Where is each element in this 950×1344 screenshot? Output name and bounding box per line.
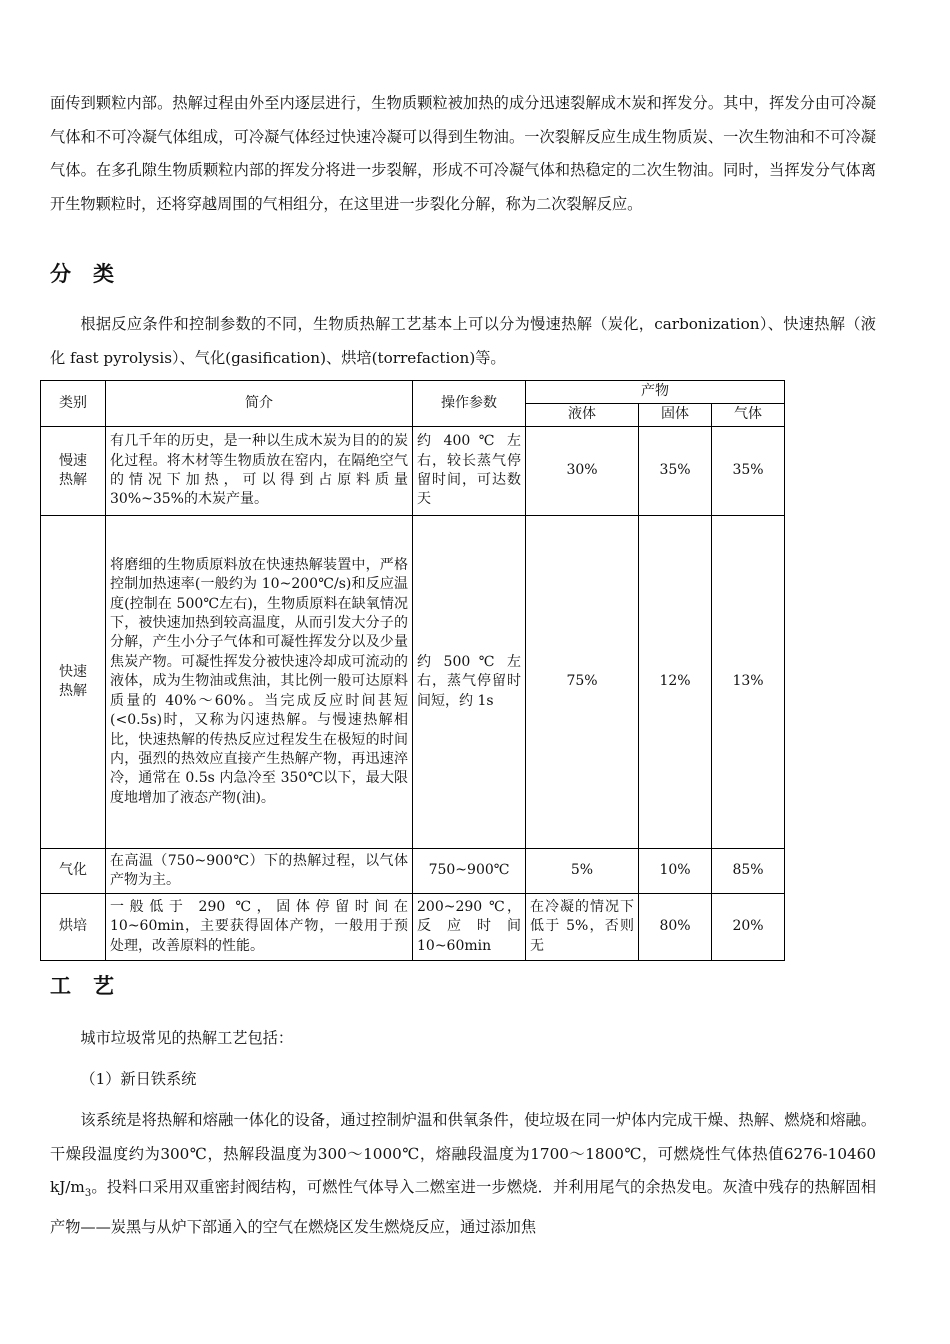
row-gas: 13% [712, 516, 785, 849]
process-item-1: （1）新日铁系统 [80, 1070, 197, 1088]
table-row [41, 849, 785, 894]
row-liquid: 5% [526, 849, 639, 894]
row-gas: 20% [712, 894, 785, 961]
row-params: 约 500 ℃ 左右，蒸气停留时间短，约 1s [413, 516, 526, 849]
table-row [41, 427, 785, 516]
row-solid: 10% [639, 849, 712, 894]
row-solid: 35% [639, 427, 712, 516]
row-category: 烘培 [41, 894, 106, 961]
row-liquid: 30% [526, 427, 639, 516]
row-liquid: 75% [526, 516, 639, 849]
process-paragraph-part1: 该系统是将热解和熔融一体化的设备，通过控制炉温和供氧条件，使垃圾在同一炉体内完成干燥、热解、燃烧和熔融。干燥段温度约为300℃，热解段温度为300～1000℃，熔融段温度为1700～1800℃，可燃烧性气体热值6276-10460 kJ/m [50, 1111, 876, 1197]
unit-subscript: 3 [84, 1188, 92, 1200]
row-category [41, 427, 106, 516]
header-intro: 简介 [106, 381, 413, 427]
pyrolysis-types-table [40, 380, 785, 961]
row-params: 约 400 ℃ 左右，较长蒸气停留时间，可达数天 [413, 427, 526, 516]
row-solid: 80% [639, 894, 712, 961]
section-heading-classification: 分类 [50, 262, 136, 286]
process-intro: 城市垃圾常见的热解工艺包括： [80, 1029, 294, 1047]
row-intro: 有几千年的历史，是一种以生成木炭为目的的炭化过程。将木材等生物质放在窑内，在隔绝空气的情况下加热，可以得到占原料质量 30%~35%的木炭产量。 [106, 427, 413, 516]
row-params: 750~900℃ [413, 849, 526, 894]
row-intro: 在高温（750~900℃）下的热解过程，以气体产物为主。 [106, 849, 413, 894]
header-solid: 固体 [639, 404, 712, 427]
header-gas: 气体 [712, 404, 785, 427]
row-intro: 将磨细的生物质原料放在快速热解装置中，严格控制加热速率(一般约为 10~200℃/s)和反应温度(控制在 500℃左右)，生物质原料在缺氧情况下，被快速加热到较高温度，从而引发大分子的分解，产生小分子气体和可凝性挥发分以及少量焦炭产物。可凝性挥发分被快速冷却成可流动的液体，成为生物油或焦油，其比例一般可达原料质量的 40%～60%。当完成反应时间甚短(<0.5s)时，又称为闪速热解。与慢速热解相比，快速热解的传热反应过程发生在极短的时间内，强烈的热效应直接产生热解产物，再迅速淬冷，通常在 0.5s 内急冷至 350℃以下，最大限度地增加了液态产物(油)。 [106, 516, 413, 849]
section-heading-process: 工艺 [50, 974, 136, 998]
header-category: 类别 [41, 381, 106, 427]
row-gas: 85% [712, 849, 785, 894]
row-liquid: 在冷凝的情况下低于 5%，否则无 [526, 894, 639, 961]
category-text: 慢速热解 [58, 452, 87, 488]
table-row [41, 894, 785, 961]
category-text: 快速热解 [58, 663, 87, 699]
header-liquid: 液体 [526, 404, 639, 427]
intro-paragraph: 面传到颗粒内部。热解过程由外至内逐层进行，生物质颗粒被加热的成分迅速裂解成木炭和挥发分。其中，挥发分由可冷凝气体和不可冷凝气体组成，可冷凝气体经过快速冷凝可以得到生物油。一次裂解反应生成生物质炭、一次生物油和不可冷凝气体。在多孔隙生物质颗粒内部的挥发分将进一步裂解，形成不可冷凝气体和热稳定的二次生物油。同时，当挥发分气体离开生物颗粒时，还将穿越周围的气相组分，在这里进一步裂化分解，称为二次裂解反应。 [50, 94, 876, 213]
classification-paragraph: 根据反应条件和控制参数的不同，生物质热解工艺基本上可以分为慢速热解（炭化，carbonization）、快速热解（液化 fast pyrolysis）、气化(gasification)、烘培(torrefaction)等。 [50, 315, 876, 367]
row-category [41, 516, 106, 849]
row-solid: 12% [639, 516, 712, 849]
table-header-row [41, 381, 785, 404]
process-paragraph-part2: 。投料口采用双重密封阀结构，可燃性气体导入二燃室进一步燃烧．并利用尾气的余热发电。灰渣中残存的热解固相产物——炭黑与从炉下部通入的空气在燃烧区发生燃烧反应，通过添加焦 [50, 1178, 876, 1236]
header-params: 操作参数 [413, 381, 526, 427]
row-category: 气化 [41, 849, 106, 894]
row-gas: 35% [712, 427, 785, 516]
row-params: 200~290 ℃，反应时间 10~60min [413, 894, 526, 961]
table-row [41, 516, 785, 849]
header-products: 产物 [526, 381, 785, 404]
process-paragraph [50, 1104, 876, 1244]
row-intro: 一般低于 290 ℃，固体停留时间在 10~60min，主要获得固体产物，一般用于预处理，改善原料的性能。 [106, 894, 413, 961]
